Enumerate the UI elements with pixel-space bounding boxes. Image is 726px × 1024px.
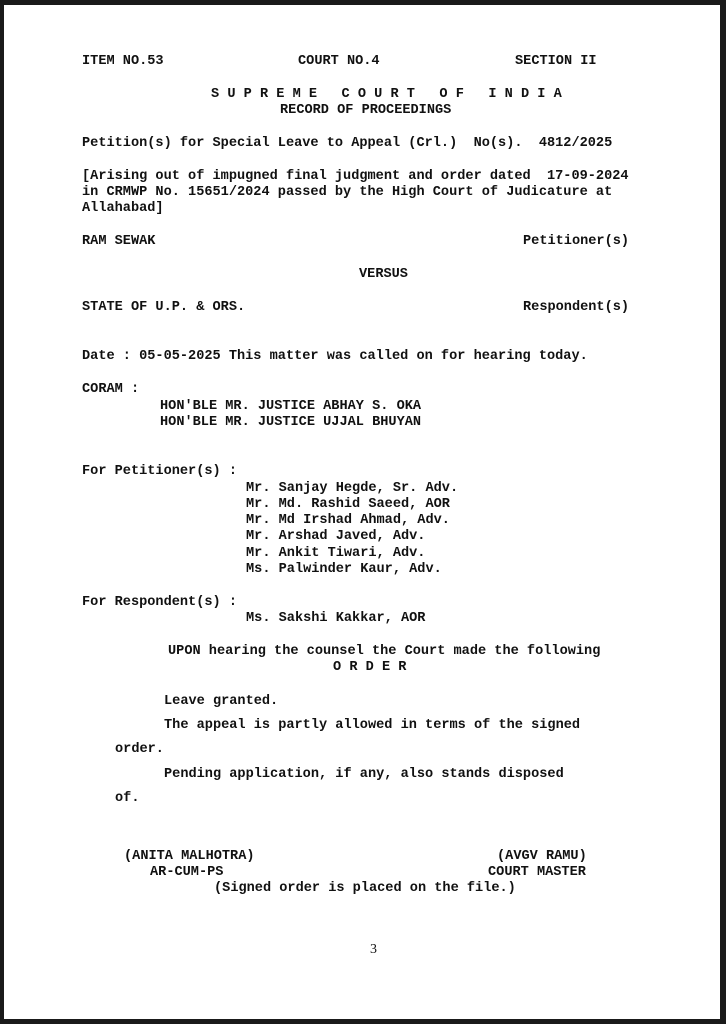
petitioner-counsel-4: Mr. Arshad Javed, Adv. bbox=[246, 529, 426, 544]
record-of-proceedings-title: RECORD OF PROCEEDINGS bbox=[280, 103, 452, 118]
signatory-left-name: (ANITA MALHOTRA) bbox=[124, 849, 255, 864]
petitioner-role: Petitioner(s) bbox=[523, 234, 630, 249]
order-pending-line-2: of. bbox=[115, 791, 140, 806]
coram-judge-1: HON'BLE MR. JUSTICE ABHAY S. OKA bbox=[160, 399, 422, 414]
section-label: SECTION II bbox=[515, 54, 597, 69]
coram-judge-2: HON'BLE MR. JUSTICE UJJAL BHUYAN bbox=[160, 415, 422, 430]
respondent-name: STATE OF U.P. & ORS. bbox=[82, 300, 246, 315]
petitioner-name: RAM SEWAK bbox=[82, 234, 156, 249]
petitioner-counsel-3: Mr. Md Irshad Ahmad, Adv. bbox=[246, 513, 450, 528]
respondent-role: Respondent(s) bbox=[523, 300, 630, 315]
petitioner-counsel-label: For Petitioner(s) : bbox=[82, 464, 237, 479]
item-number: ITEM NO.53 bbox=[82, 54, 164, 69]
signatory-right-name: (AVGV RAMU) bbox=[497, 849, 587, 864]
order-intro: UPON hearing the counsel the Court made the following bbox=[168, 644, 601, 659]
order-appeal-line-2: order. bbox=[115, 742, 164, 757]
signatory-right-title: COURT MASTER bbox=[488, 865, 586, 880]
respondent-counsel-1: Ms. Sakshi Kakkar, AOR bbox=[246, 611, 426, 626]
order-heading: O R D E R bbox=[333, 660, 407, 675]
petitioner-counsel-1: Mr. Sanjay Hegde, Sr. Adv. bbox=[246, 481, 459, 496]
signed-order-note: (Signed order is placed on the file.) bbox=[214, 881, 516, 896]
coram-label: CORAM : bbox=[82, 382, 140, 397]
petition-line: Petition(s) for Special Leave to Appeal (Crl.) No(s). 4812/2025 bbox=[82, 136, 613, 151]
arising-line-3: Allahabad] bbox=[82, 201, 164, 216]
arising-line-2: in CRMWP No. 15651/2024 passed by the High Court of Judicature at bbox=[82, 185, 613, 200]
petitioner-counsel-2: Mr. Md. Rashid Saeed, AOR bbox=[246, 497, 450, 512]
petitioner-counsel-6: Ms. Palwinder Kaur, Adv. bbox=[246, 562, 442, 577]
court-name-title: S U P R E M E C O U R T O F I N D I A bbox=[211, 87, 562, 102]
order-leave-granted: Leave granted. bbox=[164, 694, 279, 709]
order-appeal-line-1: The appeal is partly allowed in terms of the signed bbox=[164, 718, 581, 733]
page-number: 3 bbox=[370, 942, 377, 957]
petitioner-counsel-5: Mr. Ankit Tiwari, Adv. bbox=[246, 546, 426, 561]
document-page bbox=[4, 5, 720, 1019]
court-number: COURT NO.4 bbox=[298, 54, 380, 69]
order-pending-line-1: Pending application, if any, also stands disposed bbox=[164, 767, 564, 782]
signatory-left-title: AR-CUM-PS bbox=[150, 865, 224, 880]
arising-line-1: [Arising out of impugned final judgment and order dated 17-09-2024 bbox=[82, 169, 629, 184]
hearing-date-line: Date : 05-05-2025 This matter was called on for hearing today. bbox=[82, 349, 588, 364]
versus-label: VERSUS bbox=[359, 267, 408, 282]
respondent-counsel-label: For Respondent(s) : bbox=[82, 595, 237, 610]
